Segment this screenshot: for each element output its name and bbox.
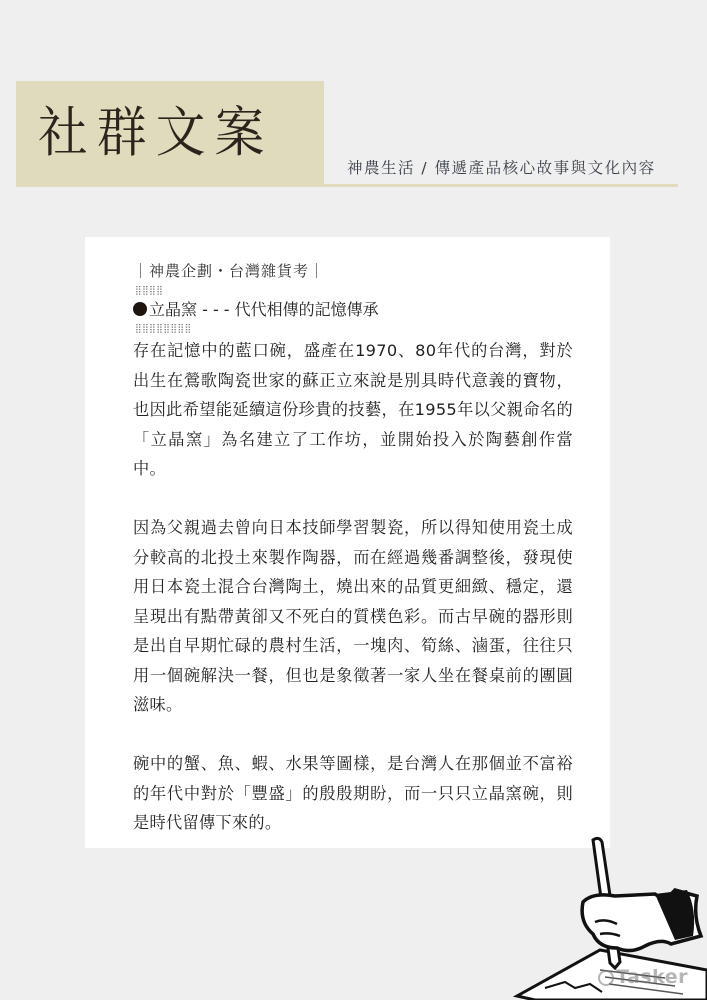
header-underline	[324, 184, 678, 187]
article-heading-text: 立晶窯 - - - 代代相傳的記憶傳承	[149, 300, 379, 319]
watermark-logo-icon	[598, 970, 614, 986]
paragraph: 存在記憶中的藍口碗，盛產在1970、80年代的台灣，對於出生在鶯歌陶瓷世家的蘇正立來說是別具時代意義的寶物，也因此希望能延續這份珍貴的技藝，在1955年以父親命名的「立晶窯」為名建立了工作坊，並開始投入於陶藝創作當中。	[133, 341, 573, 478]
bullet-icon	[133, 302, 147, 316]
watermark	[598, 966, 688, 988]
paragraph: 因為父親過去曾向日本技師學習製瓷，所以得知使用瓷土成分較高的北投土來製作陶器，而在經過幾番調整後，發現使用日本瓷土混合台灣陶土，燒出來的品質更細緻、穩定，還呈現出有點帶黃卻又不死白的質樸色彩。而古早碗的器形則是出自早期忙碌的農村生活，一塊肉、筍絲、滷蛋，往往只用一個碗解決一餐，但也是象徵著一家人坐在餐桌前的團圓滋味。	[133, 518, 573, 714]
page-title: 社群文案	[38, 101, 274, 164]
title-block	[16, 81, 324, 187]
paragraph: 碗中的蟹、魚、蝦、水果等圖樣，是台灣人在那個並不富裕的年代中對於「豐盛」的殷殷期盼，而一只只立晶窯碗，則是時代留傳下來的。	[133, 754, 573, 832]
article-heading	[133, 298, 573, 322]
decorative-divider-long: ⣿⣿⣿⣿⣿⣿⣿⣿	[135, 324, 192, 334]
series-label: ｜神農企劃・台灣雜貨考｜	[133, 262, 326, 280]
page-subtitle: 神農生活 / 傳遞產品核心故事與文化內容	[347, 159, 656, 177]
decorative-divider-short: ⣿⣿⣿⣿	[135, 286, 164, 296]
watermark-text: Tasker	[616, 966, 689, 988]
article-content	[133, 258, 573, 867]
